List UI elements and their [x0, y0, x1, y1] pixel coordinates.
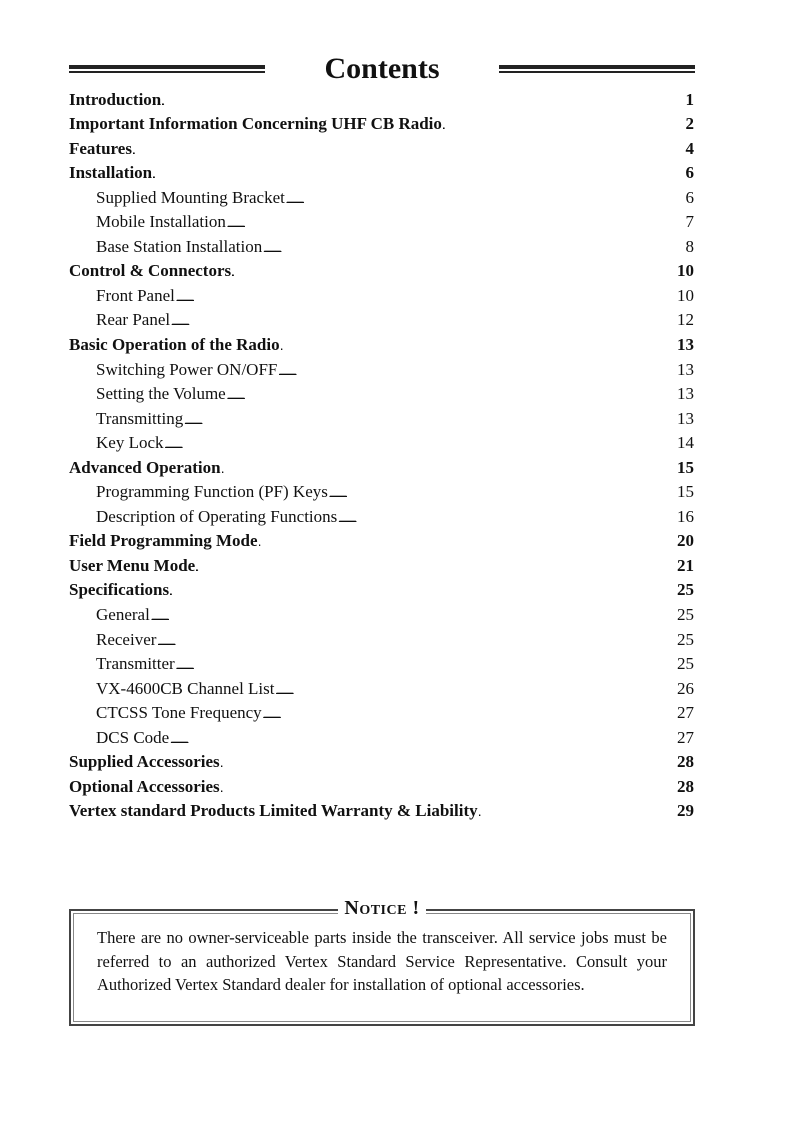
toc-entry-label: Programming Function (PF) Keys — [96, 482, 328, 502]
toc-page-number: 29 — [677, 801, 694, 821]
toc-subsection-entry[interactable] — [69, 232, 694, 257]
toc-page-number: 13 — [677, 384, 694, 404]
toc-page-number: 2 — [685, 114, 694, 134]
toc-leader-dots — [153, 163, 684, 183]
toc-leader-dots — [221, 752, 676, 772]
toc-page-number: 25 — [677, 654, 694, 674]
toc-entry-label: Field Programming Mode — [69, 531, 258, 551]
toc-section-entry[interactable] — [69, 110, 694, 135]
toc-entry-label: Specifications — [69, 580, 170, 600]
toc-subsection-entry[interactable] — [69, 404, 694, 429]
toc-entry-label: Vertex standard Products Limited Warranty & Liability — [69, 801, 478, 821]
toc-leader-dots — [171, 310, 676, 330]
toc-leader-dots — [263, 703, 676, 723]
toc-section-entry[interactable] — [69, 257, 694, 282]
toc-page-number: 27 — [677, 703, 694, 723]
toc-leader-dots — [329, 482, 676, 502]
toc-entry-label: User Menu Mode — [69, 555, 196, 575]
toc-entry-label: Rear Panel — [96, 310, 171, 330]
title-rule-right — [499, 65, 695, 73]
notice-heading: Notice ! — [338, 897, 425, 919]
toc-page-number: 27 — [677, 727, 694, 747]
notice-text: There are no owner-serviceable parts inside the transceiver. All service jobs must be referred to an authorized Vertex Standard Service Representative. Consult your Authorized Vertex Standard dealer for installation of optional accessories. — [97, 928, 667, 994]
toc-page-number: 26 — [677, 678, 694, 698]
notice-box — [69, 897, 695, 1026]
toc-subsection-entry[interactable] — [69, 650, 694, 675]
toc-section-entry[interactable] — [69, 527, 694, 552]
toc-leader-dots — [196, 556, 676, 576]
toc-page-number: 20 — [677, 531, 694, 551]
toc-section-entry[interactable] — [69, 134, 694, 159]
toc-entry-label: Transmitter — [96, 654, 175, 674]
toc-entry-label: Optional Accessories — [69, 776, 220, 796]
toc-page-number: 16 — [677, 506, 694, 526]
notice-heading-wrap — [71, 897, 693, 920]
toc-entry-label: Installation — [69, 163, 153, 183]
toc-section-entry[interactable] — [69, 797, 694, 822]
toc-page-number: 25 — [677, 629, 694, 649]
toc-leader-dots — [176, 654, 676, 674]
toc-subsection-entry[interactable] — [69, 281, 694, 306]
toc-leader-dots — [165, 433, 676, 453]
toc-leader-dots — [222, 458, 676, 478]
toc-subsection-entry[interactable] — [69, 600, 694, 625]
toc-page-number: 13 — [677, 408, 694, 428]
toc-page-number: 1 — [685, 89, 694, 109]
toc-subsection-entry[interactable] — [69, 699, 694, 724]
toc-page-number: 15 — [677, 457, 694, 477]
toc-entry-label: Control & Connectors — [69, 261, 232, 281]
toc-page-number: 21 — [677, 555, 694, 575]
toc-page-number: 13 — [677, 335, 694, 355]
toc-leader-dots — [443, 114, 685, 134]
contents-header — [69, 50, 695, 90]
toc-page-number: 6 — [685, 163, 694, 183]
toc-leader-dots — [176, 286, 676, 306]
toc-leader-dots — [227, 384, 676, 404]
toc-entry-label: Receiver — [96, 629, 157, 649]
toc-subsection-entry[interactable] — [69, 429, 694, 454]
toc-leader-dots — [184, 409, 676, 429]
toc-subsection-entry[interactable] — [69, 208, 694, 233]
toc-entry-label: Supplied Mounting Bracket — [96, 187, 285, 207]
toc-leader-dots — [281, 335, 676, 355]
toc-entry-label: DCS Code — [96, 727, 170, 747]
toc-leader-dots — [221, 777, 676, 797]
toc-page-number: 12 — [677, 310, 694, 330]
toc-page-number: 10 — [677, 285, 694, 305]
toc-page-number: 28 — [677, 776, 694, 796]
toc-leader-dots — [170, 728, 676, 748]
toc-section-entry[interactable] — [69, 453, 694, 478]
toc-entry-label: Basic Operation of the Radio — [69, 335, 280, 355]
toc-page-number: 25 — [677, 580, 694, 600]
toc-leader-dots — [157, 630, 676, 650]
toc-section-entry[interactable] — [69, 772, 694, 797]
toc-entry-label: Setting the Volume — [96, 384, 226, 404]
toc-section-entry[interactable] — [69, 85, 694, 110]
toc-page-number: 15 — [677, 482, 694, 502]
toc-entry-label: Supplied Accessories — [69, 752, 220, 772]
toc-leader-dots — [276, 679, 677, 699]
toc-leader-dots — [286, 188, 685, 208]
toc-leader-dots — [227, 212, 685, 232]
toc-leader-dots — [259, 531, 676, 551]
toc-page-number: 4 — [685, 138, 694, 158]
toc-leader-dots — [232, 261, 676, 281]
toc-subsection-entry[interactable] — [69, 380, 694, 405]
toc-entry-label: Advanced Operation — [69, 457, 221, 477]
toc-entry-label: CTCSS Tone Frequency — [96, 703, 262, 723]
toc-entry-label: Mobile Installation — [96, 212, 226, 232]
toc-entry-label: Transmitting — [96, 408, 184, 428]
toc-entry-label: Introduction — [69, 89, 162, 109]
toc-leader-dots — [278, 360, 676, 380]
toc-entry-label: Important Information Concerning UHF CB Radio — [69, 114, 442, 134]
toc-page-number: 14 — [677, 433, 694, 453]
toc-subsection-entry[interactable] — [69, 625, 694, 650]
toc-page-number: 28 — [677, 752, 694, 772]
toc-entry-label: Features — [69, 138, 132, 158]
toc-subsection-entry[interactable] — [69, 306, 694, 331]
toc-leader-dots — [479, 801, 676, 821]
toc-subsection-entry[interactable] — [69, 502, 694, 527]
toc-subsection-entry[interactable] — [69, 355, 694, 380]
toc-subsection-entry[interactable] — [69, 183, 694, 208]
toc-section-entry[interactable] — [69, 576, 694, 601]
toc-section-entry[interactable] — [69, 330, 694, 355]
toc-entry-label: Front Panel — [96, 285, 175, 305]
toc-leader-dots — [133, 139, 685, 159]
toc-leader-dots — [338, 507, 676, 527]
toc-entry-label: Base Station Installation — [96, 236, 263, 256]
toc-page-number: 10 — [677, 261, 694, 281]
toc-leader-dots — [162, 90, 684, 110]
table-of-contents — [69, 85, 694, 821]
toc-section-entry[interactable] — [69, 551, 694, 576]
toc-page-number: 7 — [685, 212, 694, 232]
toc-page-number: 8 — [685, 236, 694, 256]
toc-leader-dots — [170, 580, 676, 600]
toc-entry-label: Switching Power ON/OFF — [96, 359, 278, 379]
toc-entry-label: General — [96, 605, 150, 625]
toc-entry-label: Description of Operating Functions — [96, 506, 338, 526]
toc-leader-dots — [263, 237, 684, 257]
toc-subsection-entry[interactable] — [69, 674, 694, 699]
toc-section-entry[interactable] — [69, 159, 694, 184]
toc-leader-dots — [151, 605, 676, 625]
toc-entry-label: Key Lock — [96, 433, 164, 453]
toc-entry-label: VX-4600CB Channel List — [96, 678, 275, 698]
toc-subsection-entry[interactable] — [69, 478, 694, 503]
toc-section-entry[interactable] — [69, 748, 694, 773]
toc-subsection-entry[interactable] — [69, 723, 694, 748]
page-title: Contents — [324, 52, 440, 85]
toc-page-number: 13 — [677, 359, 694, 379]
toc-page-number: 6 — [685, 187, 694, 207]
toc-page-number: 25 — [677, 605, 694, 625]
